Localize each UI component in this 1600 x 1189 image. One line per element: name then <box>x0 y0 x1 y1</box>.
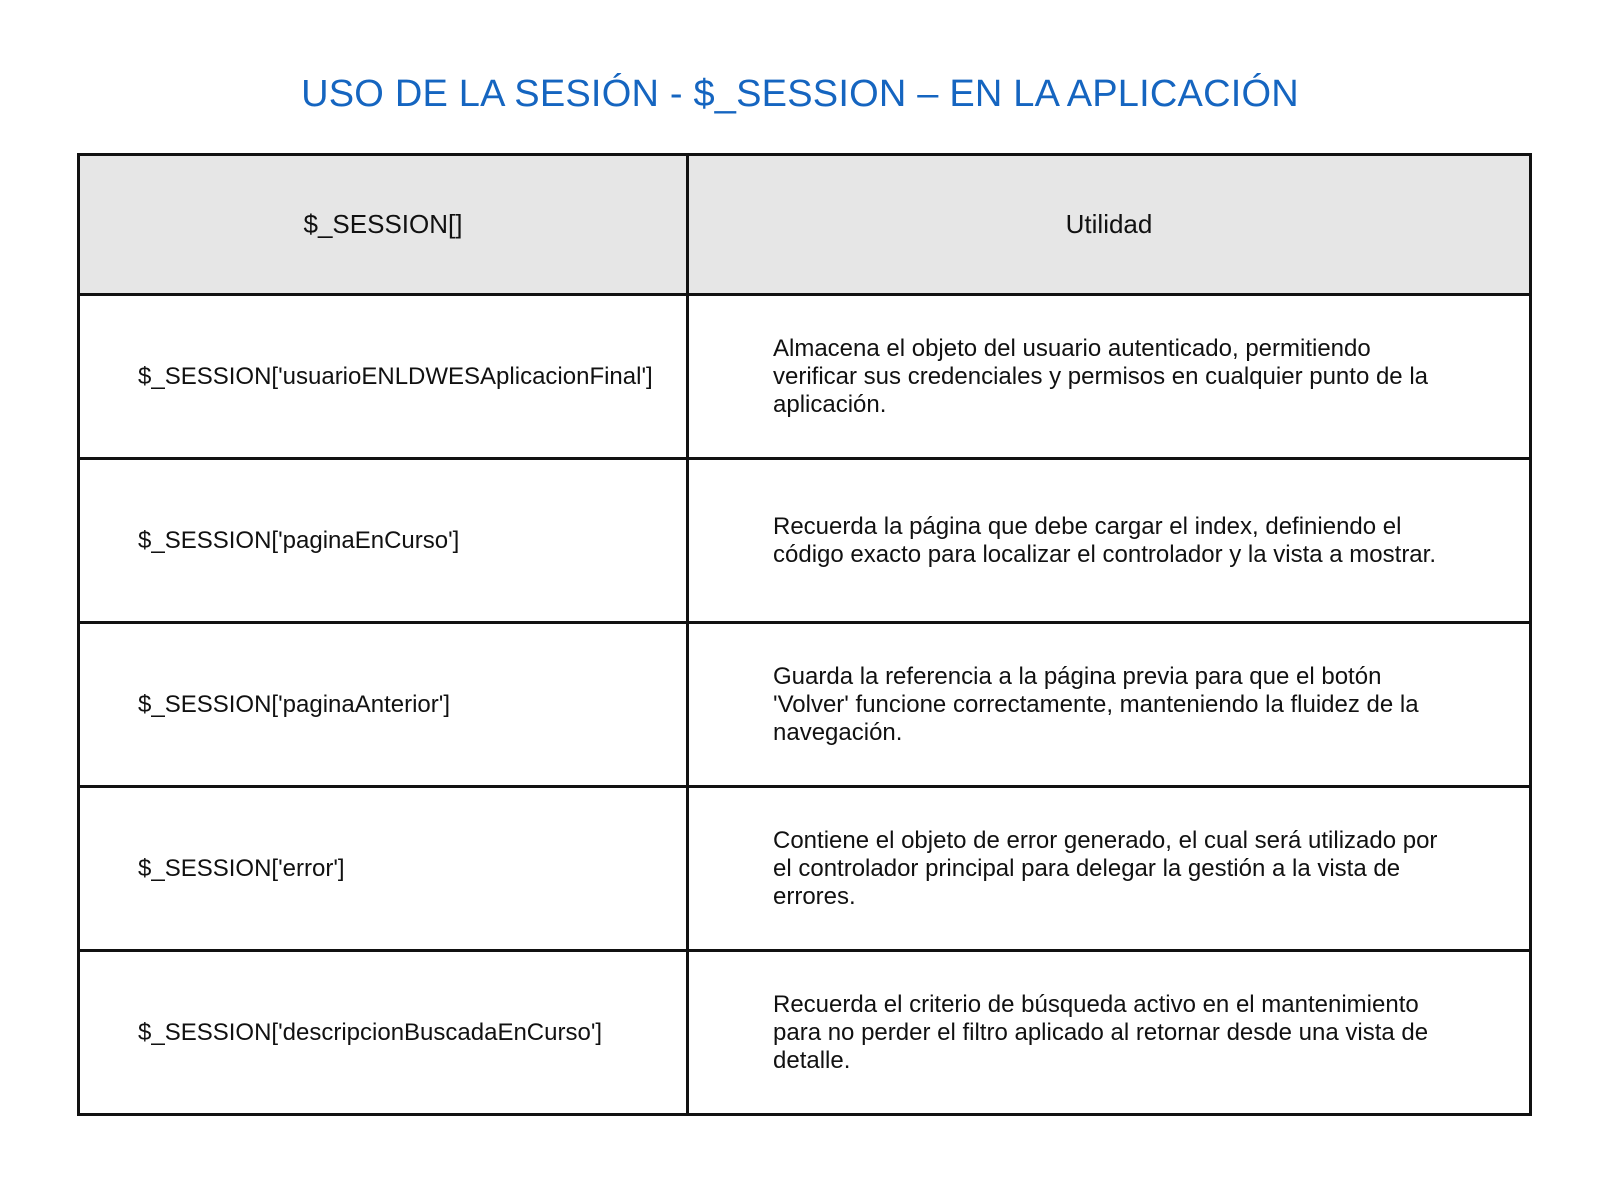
description-cell: Recuerda la página que debe cargar el index, definiendo el código exacto para localizar el controlador y la vista a mostrar. <box>688 459 1531 623</box>
description-cell: Contiene el objeto de error generado, el cual será utilizado por el controlador principal para delegar la gestión a la vista de errores. <box>688 787 1531 951</box>
description-cell: Recuerda el criterio de búsqueda activo en el mantenimiento para no perder el filtro aplicado al retornar desde una vista de detalle. <box>688 951 1531 1115</box>
description-cell: Almacena el objeto del usuario autenticado, permitiendo verificar sus credenciales y permisos en cualquier punto de la aplicación. <box>688 295 1531 459</box>
session-key-cell: $_SESSION['descripcionBuscadaEnCurso'] <box>79 951 688 1115</box>
session-key-cell: $_SESSION['paginaAnterior'] <box>79 623 688 787</box>
table-header-row <box>79 155 1531 295</box>
column-header-session-key: $_SESSION[] <box>79 155 688 295</box>
table-row <box>79 623 1531 787</box>
page-title: USO DE LA SESIÓN - $_SESSION – EN LA APLICACIÓN <box>301 73 1299 115</box>
column-header-utilidad: Utilidad <box>688 155 1531 295</box>
session-key-cell: $_SESSION['error'] <box>79 787 688 951</box>
table-row <box>79 459 1531 623</box>
table-row <box>79 295 1531 459</box>
session-table <box>77 153 1532 1116</box>
table-row <box>79 951 1531 1115</box>
session-key-cell: $_SESSION['usuarioENLDWESAplicacionFinal'] <box>79 295 688 459</box>
session-key-cell: $_SESSION['paginaEnCurso'] <box>79 459 688 623</box>
table-row <box>79 787 1531 951</box>
description-cell: Guarda la referencia a la página previa para que el botón 'Volver' funcione correctamente, manteniendo la fluidez de la navegación. <box>688 623 1531 787</box>
